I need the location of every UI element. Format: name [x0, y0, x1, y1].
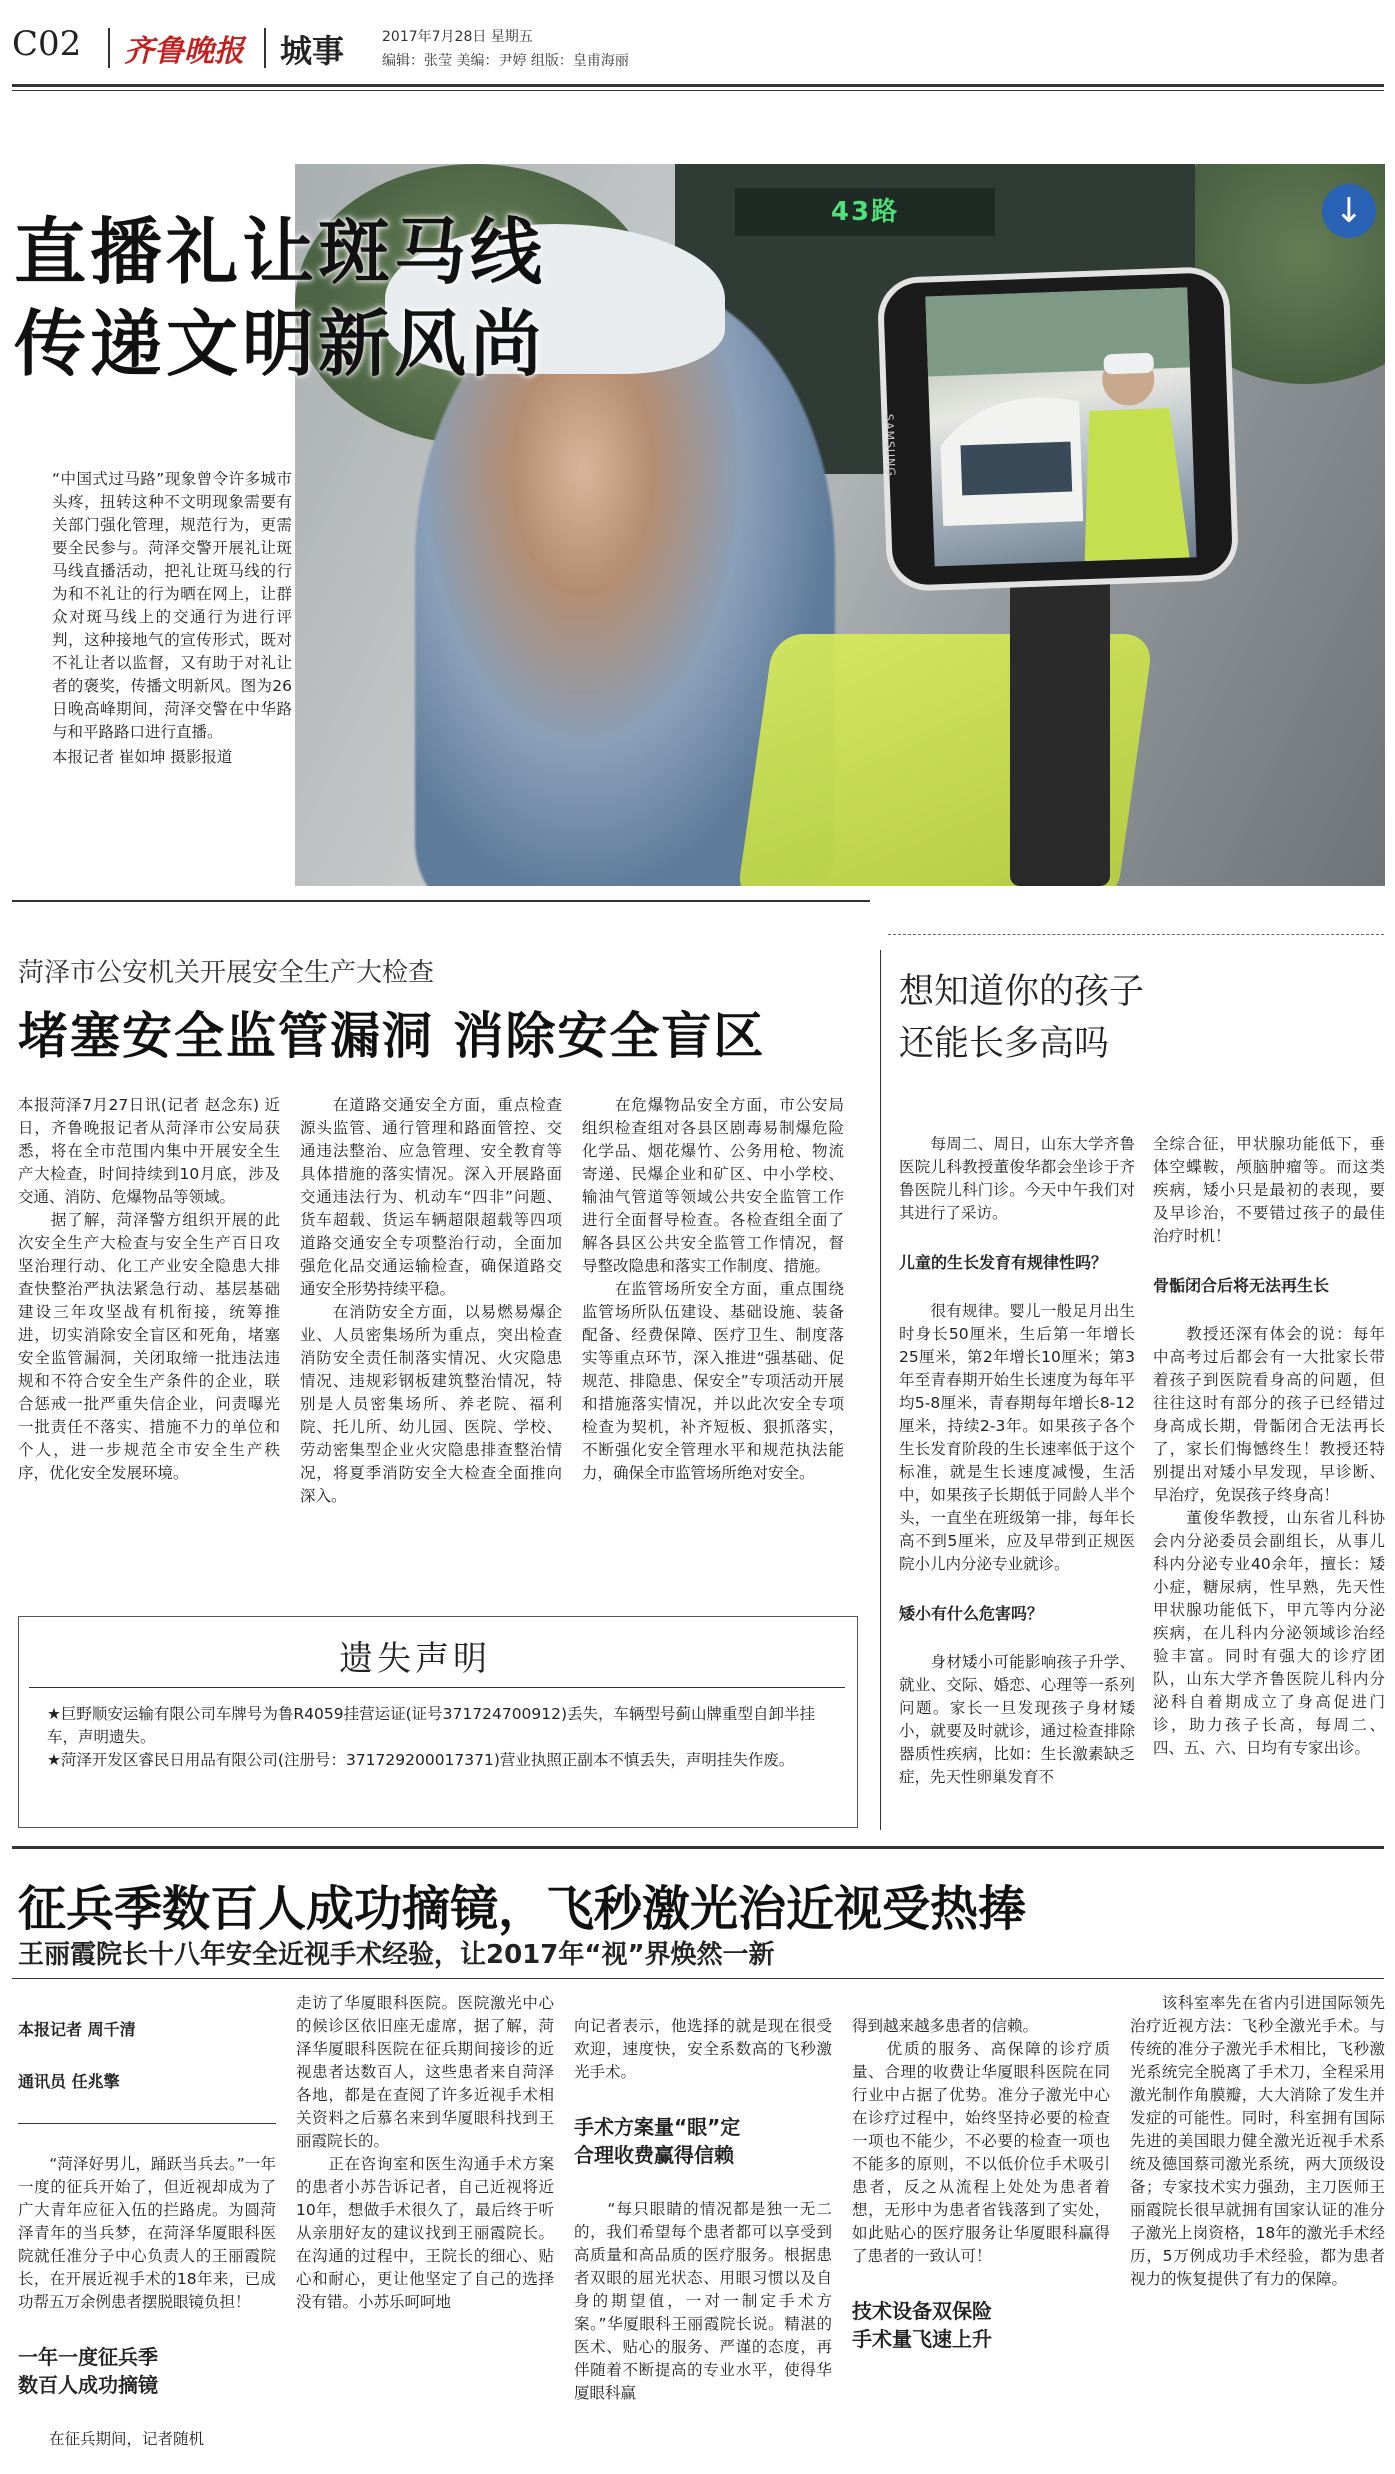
kids-title-line: 还能长多高吗 [899, 1024, 1110, 1064]
bottom-subhead: 一年一度征兵季 数百人成功摘镜 [18, 2345, 158, 2397]
phone-screen-scene [925, 287, 1196, 566]
bottom-column [18, 1992, 276, 2474]
byline: 本报记者 周千清 [18, 2020, 136, 2039]
headline-line: 传递文明新风尚 [14, 302, 547, 386]
phone-screen [925, 287, 1196, 566]
kids-text: 全综合征，甲状腺功能低下，垂体空蝶鞍，颅脑肿瘤等。而这类疾病，矮小只是最初的表现，要及早诊治，不要错过孩子的最佳治疗时机！ [1153, 1135, 1385, 1245]
bottom-subhead: 技术设备双保险 手术量飞速上升 [852, 2299, 992, 2351]
masthead-rule-thin [12, 90, 1384, 91]
editors-line: 编辑：张莹 美编：尹婷 组版：皇甫海丽 [382, 53, 629, 69]
story-kicker: 菏泽市公安机关开展安全生产大检查 [18, 958, 435, 988]
kids-subhead: 矮小有什么危害吗？ [899, 1604, 1044, 1623]
notice-item: ★巨野顺安运输有限公司车牌号为鲁R4059挂营运证(证号371724700912)丢失，车辆型号蓟山牌重型自卸半挂车，声明遗失。 [47, 1705, 816, 1746]
traffic-sign-icon: ↓ [1322, 184, 1376, 238]
bottom-column: 走访了华厦眼科医院。医院激光中心的候诊区依旧座无虚席，据了解，菏泽华厦眼科医院在征兵期间接诊的近视患者达数百人，这些患者来自菏泽各地，都是在查阅了许多近视手术相关资料之后慕名来到华厦眼科找到王丽霞院长的。 正在咨询室和医生沟通手术方案的患者小苏告诉记者，自己近视将近10年，想做手术很久了，最后终于听从亲朋好友的建议找到王丽霞院长。在沟通的过程中，王院长的细心、贴心和耐心，更让他坚定了自己的选择没有错。小苏乐呵呵地 [296, 1994, 554, 2311]
bottom-text: 在征兵期间，记者随机 [18, 2430, 205, 2448]
masthead [12, 14, 1382, 74]
kids-story-title [899, 966, 1144, 1070]
photo-credit: 本报记者 崔如坤 摄影报道 [52, 748, 233, 766]
kids-text: 身材矮小可能影响孩子升学、就业、交际、婚恋、心理等一系列问题。家长一旦发现孩子身材矮小，就要及时就诊，通过检查排除器质性疾病，比如：生长激素缺乏症，先天性卵巢发育不 [899, 1653, 1135, 1786]
notice-item: ★菏泽开发区睿民日用品有限公司(注册号：371729200017371)营业执照正副本不慎丢失，声明挂失作废。 [47, 1751, 795, 1769]
kids-story-column [899, 1110, 1135, 1812]
bottom-column [852, 1992, 1110, 2382]
section-rule [12, 900, 870, 902]
bottom-text: 得到越来越多患者的信赖。 优质的服务、高保障的诊疗质量、合理的收费让华厦眼科医院在同行业中占据了优势。准分子激光中心在诊疗过程中，始终坚持必要的检查一项也不能少，不必要的检查一项也不能多的原则，不以低价位手术吸引患者，反之从流程上处处为患者着想，无形中为患者省钱落到了实处，如此贴心的医疗服务让华厦眼科赢得了患者的一致认可！ [852, 2017, 1110, 2265]
bottom-column [574, 1992, 832, 2428]
phone-brand: SAMSUNG [882, 413, 898, 478]
kids-text: 每周二、周日，山东大学齐鲁医院儿科教授董俊华都会坐诊于齐鲁医院儿科门诊。今天中午我们对其进行了采访。 [899, 1135, 1135, 1222]
caption-text: “中国式过马路”现象曾令许多城市头疼，扭转这种不文明现象需要有关部门强化管理，规范行为，更需要全民参与。菏泽交警开展礼让斑马线直播活动，把礼让斑马线的行为和不礼让的行为晒在网上，让群众对斑马线上的交通行为进行评判，这种接地气的宣传形式，既对不礼让者以监督，又有助于对礼让者的褒奖，传播文明新风。图为26日晚高峰期间，菏泽交警在中华路与和平路路口进行直播。 [52, 470, 292, 741]
section-name: 城事 [280, 32, 345, 70]
date-line: 2017年7月28日 星期五 [382, 29, 533, 45]
bus-display: 43路 [735, 188, 995, 236]
bottom-story-title: 征兵季数百人成功摘镜，飞秒激光治近视受热捧 [18, 1881, 1027, 1937]
kids-story-column [1153, 1110, 1385, 1783]
phone-mount [1010, 566, 1110, 886]
lead-headline [14, 206, 546, 390]
notice-title: 遗失声明 [339, 1639, 491, 1679]
kids-subhead: 骨骺闭合后将无法再生长 [1153, 1276, 1330, 1295]
kids-title-line: 想知道你的孩子 [899, 972, 1145, 1012]
bottom-column: 该科室率先在省内引进国际领先治疗近视方法：飞秒全激光手术。与传统的准分子激光手术相比，飞秒激光系统完全脱离了手术刀，全程采用激光制作角膜瓣，大大消除了发生并发症的可能性。同时，科室拥有国际先进的美国眼力健全激光近视手术系统及德国蔡司激光系统，两大顶级设备；专家技术实力强劲，主刀医师王丽霞院长很早就拥有国家认证的准分子激光上岗资格，18年的激光手术经历，5万例成功手术经验，都为患者视力的恢复提供了有力的保障。 [1130, 1994, 1385, 2288]
masthead-divider [264, 28, 266, 68]
story1-column: 在危爆物品安全方面，市公安局组织检查组对各县区剧毒易制爆危险化学品、烟花爆竹、公务用枪、物流寄递、民爆企业和矿区、中小学校、输油气管道等领域公共安全监管工作进行全面督导检查。各检查组全面了解各县区公共安全监管工作情况，督导整改隐患和落实工作制度、措施。 在监管场所安全方面，重点围绕监管场所队伍建设、基础设施、装备配备、经费保障、医疗卫生、制度落实等重点环节，深入推进“强基础、促规范、排隐患、保安全”专项活动开展和措施落实情况，并以此次安全专项检查为契机，补齐短板、狠抓落实，不断强化安全管理水平和规范执法能力，确保全市监管场所绝对安全。 [582, 1096, 844, 1482]
kids-text: 很有规律。婴儿一般足月出生时身长50厘米，生后第一年增长25厘米，第2年增长10厘米；第3年至青春期开始生长速度为每年平均5-8厘米，青春期每年增长8-12厘米，持续2-3年。如果孩子各个生长发育阶段的生长速率低于这个标准，就是生长速度减慢，生活中，如果孩子长期低于同龄人半个头，一直坐在班级第一排，每年长高不到5厘米，应及早带到正规医院小儿内分泌专业就诊。 [899, 1302, 1135, 1573]
story1-column: 本报菏泽7月27日讯(记者 赵念东) 近日，齐鲁晚报记者从菏泽市公安局获悉，将在全市范围内集中开展安全生产大检查，时间持续到10月底，涉及交通、消防、危爆物品等领域。 据了解，菏泽警方组织开展的此次安全生产大检查与安全生产百日攻坚治理行动、化工产业安全隐患大排查快整治严执法紧急行动、基层基础建设三年攻坚战有机衔接，统筹推进，切实消除安全盲区和死角，堵塞安全监管漏洞，关闭取缔一批违法违规和不符合安全生产条件的企业，联合惩戒一批严重失信企业，问责曝光一批责任不落实、措施不力的单位和个人，进一步规范全市安全生产秩序，优化安全发展环境。 [18, 1096, 280, 1482]
masthead-rule [12, 84, 1384, 87]
story1-column: 在道路交通安全方面，重点检查源头监管、通行管理和路面管控、交通违法整治、应急管理、安全教育等具体措施的落实情况。深入开展路面交通违法行为、机动车“四非”问题、货车超载、货运车辆超限超载等四项道路交通安全专项整治行动，全面加强危化品交通运输检查，确保道路交通安全形势持续平稳。 在消防安全方面，以易燃易爆企业、人员密集场所为重点，突出检查消防安全责任制落实情况、火灾隐患情况、违规彩钢板建筑整治情况，特别是人员密集场所、养老院、福利院、托儿所、幼儿园、医院、学校、劳动密集型企业火灾隐患排查整治情况，将夏季消防安全大检查全面推向深入。 [300, 1096, 562, 1505]
lost-notice-box [18, 1616, 858, 1828]
page-code: C02 [12, 24, 82, 64]
kids-subhead: 儿童的生长发育有规律性吗？ [899, 1253, 1108, 1272]
kids-text: 教授还深有体会的说：每年中高考过后都会有一大批家长带着孩子到医院看身高的问题，但往往这时有部分的孩子已经错过身高成长期，骨骺闭合无法再长了，家长们悔憾终生！教授还特别提出对矮小早发现，早诊断、早治疗，免误孩子终身高！ 董俊华教授，山东省儿科协会内分泌委员会副组长，从事儿科内分泌专业40余年，擅长：矮小症，糖尿病，性早熟，先天性甲状腺功能低下，甲亢等内分泌疾病，在儿科内分泌领域诊治经验丰富。同时有强大的诊疗团队，山东大学齐鲁医院儿科内分泌科自着期成立了身高促进门诊，助力孩子长高，每周二、四、五、六、日均有专家出诊。 [1153, 1325, 1385, 1757]
headline-line: 直播礼让斑马线 [14, 210, 547, 294]
section-rule [12, 1846, 1384, 1849]
notice-body [47, 1703, 827, 1772]
bottom-text: 向记者表示，他选择的就是现在很受欢迎，速度快，安全系数高的飞秒激光手术。 [574, 2017, 832, 2081]
byline-rule [18, 2123, 276, 2124]
bottom-text: “每只眼睛的情况都是独一无二的，我们希望每个患者都可以享受到高质量和高品质的医疗服务。根据患者双眼的屈光状态、用眼习惯以及自身的期望值，一对一制定手术方案。”华厦眼科王丽霞院长说。精湛的医术、贴心的服务、严谨的态度，再伴随着不断提高的专业水平，使得华厦眼科赢 [574, 2200, 832, 2402]
bottom-text: “菏泽好男儿，踊跃当兵去。”一年一度的征兵开始了，但近视却成为了广大青年应征入伍的拦路虎。为圆菏泽青年的当兵梦，在菏泽华厦眼科医院就任准分子中心负责人的王丽霞院长，在开展近视手术的18年来，已成功帮五万余例患者摆脱眼镜负担！ [18, 2155, 276, 2311]
bottom-story-subtitle: 王丽霞院长十八年安全近视手术经验，让2017年“视”界焕然一新 [18, 1940, 775, 1970]
story-title: 堵塞安全监管漏洞 消除安全盲区 [18, 1007, 766, 1065]
masthead-divider [108, 28, 110, 68]
phone-on-gimbal [877, 266, 1240, 592]
section-rule-thin [12, 1978, 1384, 1979]
column-rule [880, 950, 881, 1830]
paper-logo: 齐鲁晚报 [124, 34, 244, 69]
byline: 通讯员 任兆擎 [18, 2072, 120, 2091]
bottom-subhead: 手术方案量“眼”定 合理收费赢得信赖 [574, 2115, 741, 2167]
photo-caption [52, 468, 292, 769]
dashed-rule [888, 934, 1384, 935]
notice-rule [29, 1687, 845, 1688]
